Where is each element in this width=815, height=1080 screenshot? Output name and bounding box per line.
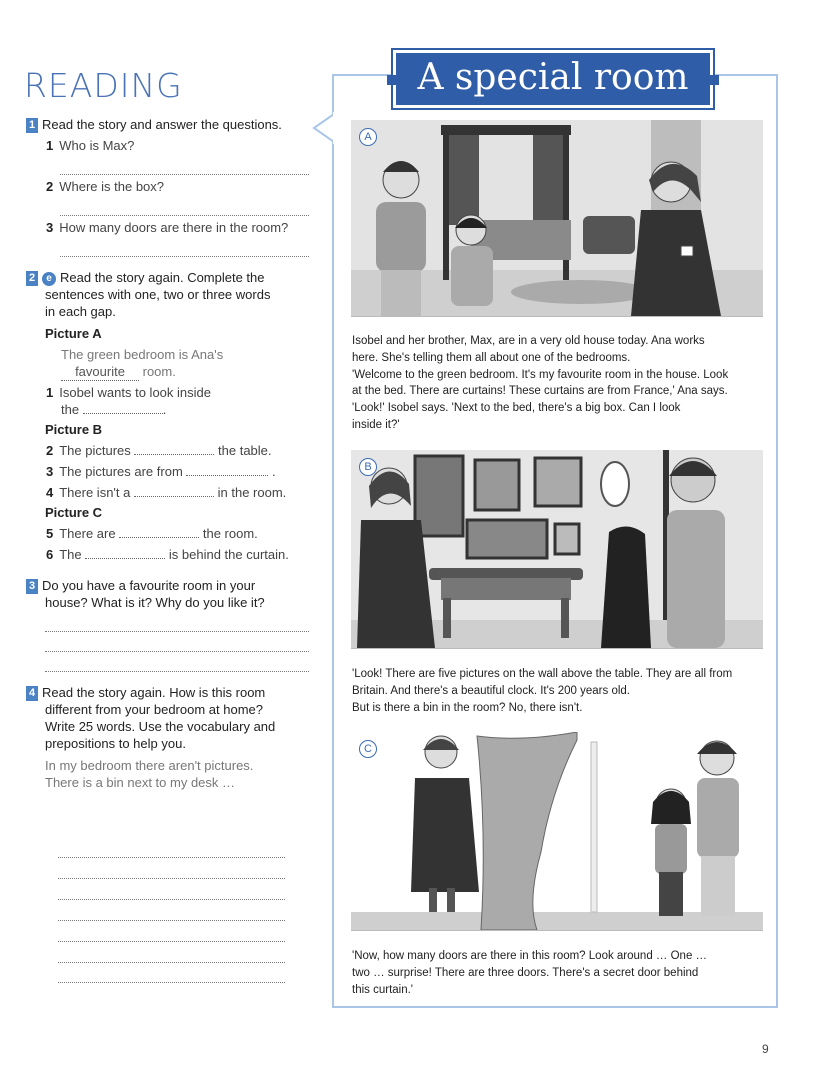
exercise-1-instruction <box>26 116 282 133</box>
question-text: the table. <box>218 443 272 458</box>
example-text: There is a bin next to my desk … <box>45 775 236 790</box>
question-text: There are <box>59 526 116 541</box>
question-text: is behind the curtain. <box>168 547 289 562</box>
question-2-4 <box>46 485 286 500</box>
question-number: 2 <box>46 443 54 458</box>
story-line: Britain. And there's a beautiful clock. It's 200 years old. <box>352 684 630 697</box>
picture-a-marker: A <box>359 128 377 146</box>
exercise-number-1: 1 <box>26 118 38 133</box>
picture-c-illustration <box>351 732 763 931</box>
question-number: 3 <box>46 464 54 479</box>
answer-gap[interactable] <box>134 443 214 455</box>
instruction-line: Write 25 words. Use the vocabulary and <box>45 719 276 734</box>
question-2-5 <box>46 526 258 541</box>
question-text: Where is the box? <box>59 179 165 194</box>
question-2-2 <box>46 443 272 458</box>
answer-gap[interactable] <box>83 402 163 414</box>
instruction-line: in each gap. <box>45 304 116 319</box>
bedroom-scene-illustration <box>351 120 763 316</box>
picture-b-label: Picture B <box>45 422 103 437</box>
exercise-4-instruction <box>26 684 275 752</box>
answer-gap[interactable] <box>134 485 214 497</box>
curtain-scene-illustration <box>351 732 763 930</box>
question-number: 2 <box>46 179 54 194</box>
answer-line[interactable] <box>58 856 285 858</box>
story-paragraph-c <box>352 948 768 998</box>
answer-gap[interactable] <box>119 526 199 538</box>
answer-line[interactable] <box>58 981 285 983</box>
question-text: How many doors are there in the room? <box>59 220 289 235</box>
story-paragraph-a <box>352 333 768 434</box>
question-1-2 <box>46 179 164 194</box>
story-line: two … surprise! There are three doors. There's a secret door behind <box>352 966 699 979</box>
instruction-line: Read the story again. How is this room <box>42 685 266 700</box>
question-2-6 <box>46 547 289 562</box>
answer-line[interactable] <box>58 940 285 942</box>
example-text: In my bedroom there aren't pictures. <box>45 758 254 773</box>
question-number: 6 <box>46 547 54 562</box>
question-text: The <box>59 547 82 562</box>
story-title <box>393 50 713 108</box>
instruction-line: house? What is it? Why do you like it? <box>45 595 265 610</box>
exercise-4-example <box>45 757 253 791</box>
answer-line[interactable] <box>58 877 285 879</box>
answer-line[interactable] <box>45 670 309 672</box>
answer-line[interactable] <box>58 919 285 921</box>
question-number: 3 <box>46 220 54 235</box>
story-line: this curtain.' <box>352 983 413 996</box>
question-number: 5 <box>46 526 54 541</box>
question-text: The pictures <box>59 443 131 458</box>
instruction-line: prepositions to help you. <box>45 736 186 751</box>
answer-line[interactable] <box>45 630 309 632</box>
story-line: 'Welcome to the green bedroom. It's my favourite room in the house. Look <box>352 368 729 381</box>
pictures-on-wall-illustration <box>351 450 763 648</box>
instruction-line: different from your bedroom at home? <box>45 702 263 717</box>
exercise-3-instruction <box>26 577 265 611</box>
extra-practice-icon: e <box>42 272 56 286</box>
story-line: 'Look!' Isobel says. 'Next to the bed, there's a big box. Can I look <box>352 402 681 415</box>
story-line: 'Now, how many doors are there in this room? Look around … One … <box>352 950 708 962</box>
picture-c-marker: C <box>359 740 377 758</box>
picture-c-label: Picture C <box>45 505 103 520</box>
instruction-line: sentences with one, two or three words <box>45 287 271 302</box>
question-number: 1 <box>46 385 54 400</box>
question-text: Who is Max? <box>59 138 135 153</box>
picture-a-label: Picture A <box>45 326 102 341</box>
title-decoration <box>709 75 719 85</box>
exercise-1-text: Read the story and answer the questions. <box>42 117 282 132</box>
story-title-text: A special room <box>417 57 689 98</box>
answer-gap[interactable] <box>85 547 165 559</box>
question-text: the <box>61 402 80 417</box>
question-2-3 <box>46 464 276 479</box>
question-2-1 <box>46 384 211 418</box>
answer-line[interactable] <box>60 173 309 175</box>
answer-line[interactable] <box>45 650 309 652</box>
page-number: 9 <box>762 1042 769 1056</box>
answer-line[interactable] <box>58 898 285 900</box>
question-number: 1 <box>46 138 54 153</box>
answer-line[interactable] <box>60 255 309 257</box>
instruction-line: Do you have a favourite room in your <box>42 578 256 593</box>
story-line: at the bed. There are curtains! These curtains are from France,' Ana says. <box>352 385 728 398</box>
story-paragraph-b <box>352 666 768 716</box>
panel-pointer <box>312 112 336 144</box>
question-text: There isn't a <box>59 485 131 500</box>
answer-line[interactable] <box>58 961 285 963</box>
instruction-line: Read the story again. Complete the <box>60 270 265 285</box>
story-line: inside it?' <box>352 418 400 431</box>
story-line: Isobel and her brother, Max, are in a very old house today. Ana works <box>352 335 705 347</box>
question-text: . <box>272 464 276 479</box>
picture-b-marker: B <box>359 458 377 476</box>
story-line: 'Look! There are five pictures on the wall above the table. They are all from <box>352 668 733 680</box>
section-heading: READING <box>24 66 183 105</box>
exercise-number-2: 2 <box>26 271 38 286</box>
exercise-2-instruction <box>26 269 316 320</box>
example-answer: favourite <box>61 363 139 381</box>
example-text: room. <box>142 364 176 379</box>
question-text: The pictures are from <box>59 464 183 479</box>
question-1-1 <box>46 138 134 153</box>
question-text: . <box>162 402 167 417</box>
answer-line[interactable] <box>60 214 309 216</box>
question-number: 4 <box>46 485 54 500</box>
picture-b-illustration <box>351 450 763 649</box>
exercise-number-4: 4 <box>26 686 38 701</box>
story-line: But is there a bin in the room? No, there isn't. <box>352 701 583 714</box>
question-1-3 <box>46 220 288 235</box>
question-text: Isobel wants to look inside <box>59 385 211 400</box>
picture-a-illustration <box>351 120 763 317</box>
example-text: The green bedroom is Ana's <box>61 347 224 362</box>
example-sentence <box>61 346 223 381</box>
story-line: here. She's telling them all about one of the bedrooms. <box>352 351 631 364</box>
question-text: in the room. <box>217 485 287 500</box>
title-decoration <box>387 75 397 85</box>
answer-gap[interactable] <box>186 464 268 476</box>
exercise-number-3: 3 <box>26 579 38 594</box>
question-text: the room. <box>202 526 258 541</box>
